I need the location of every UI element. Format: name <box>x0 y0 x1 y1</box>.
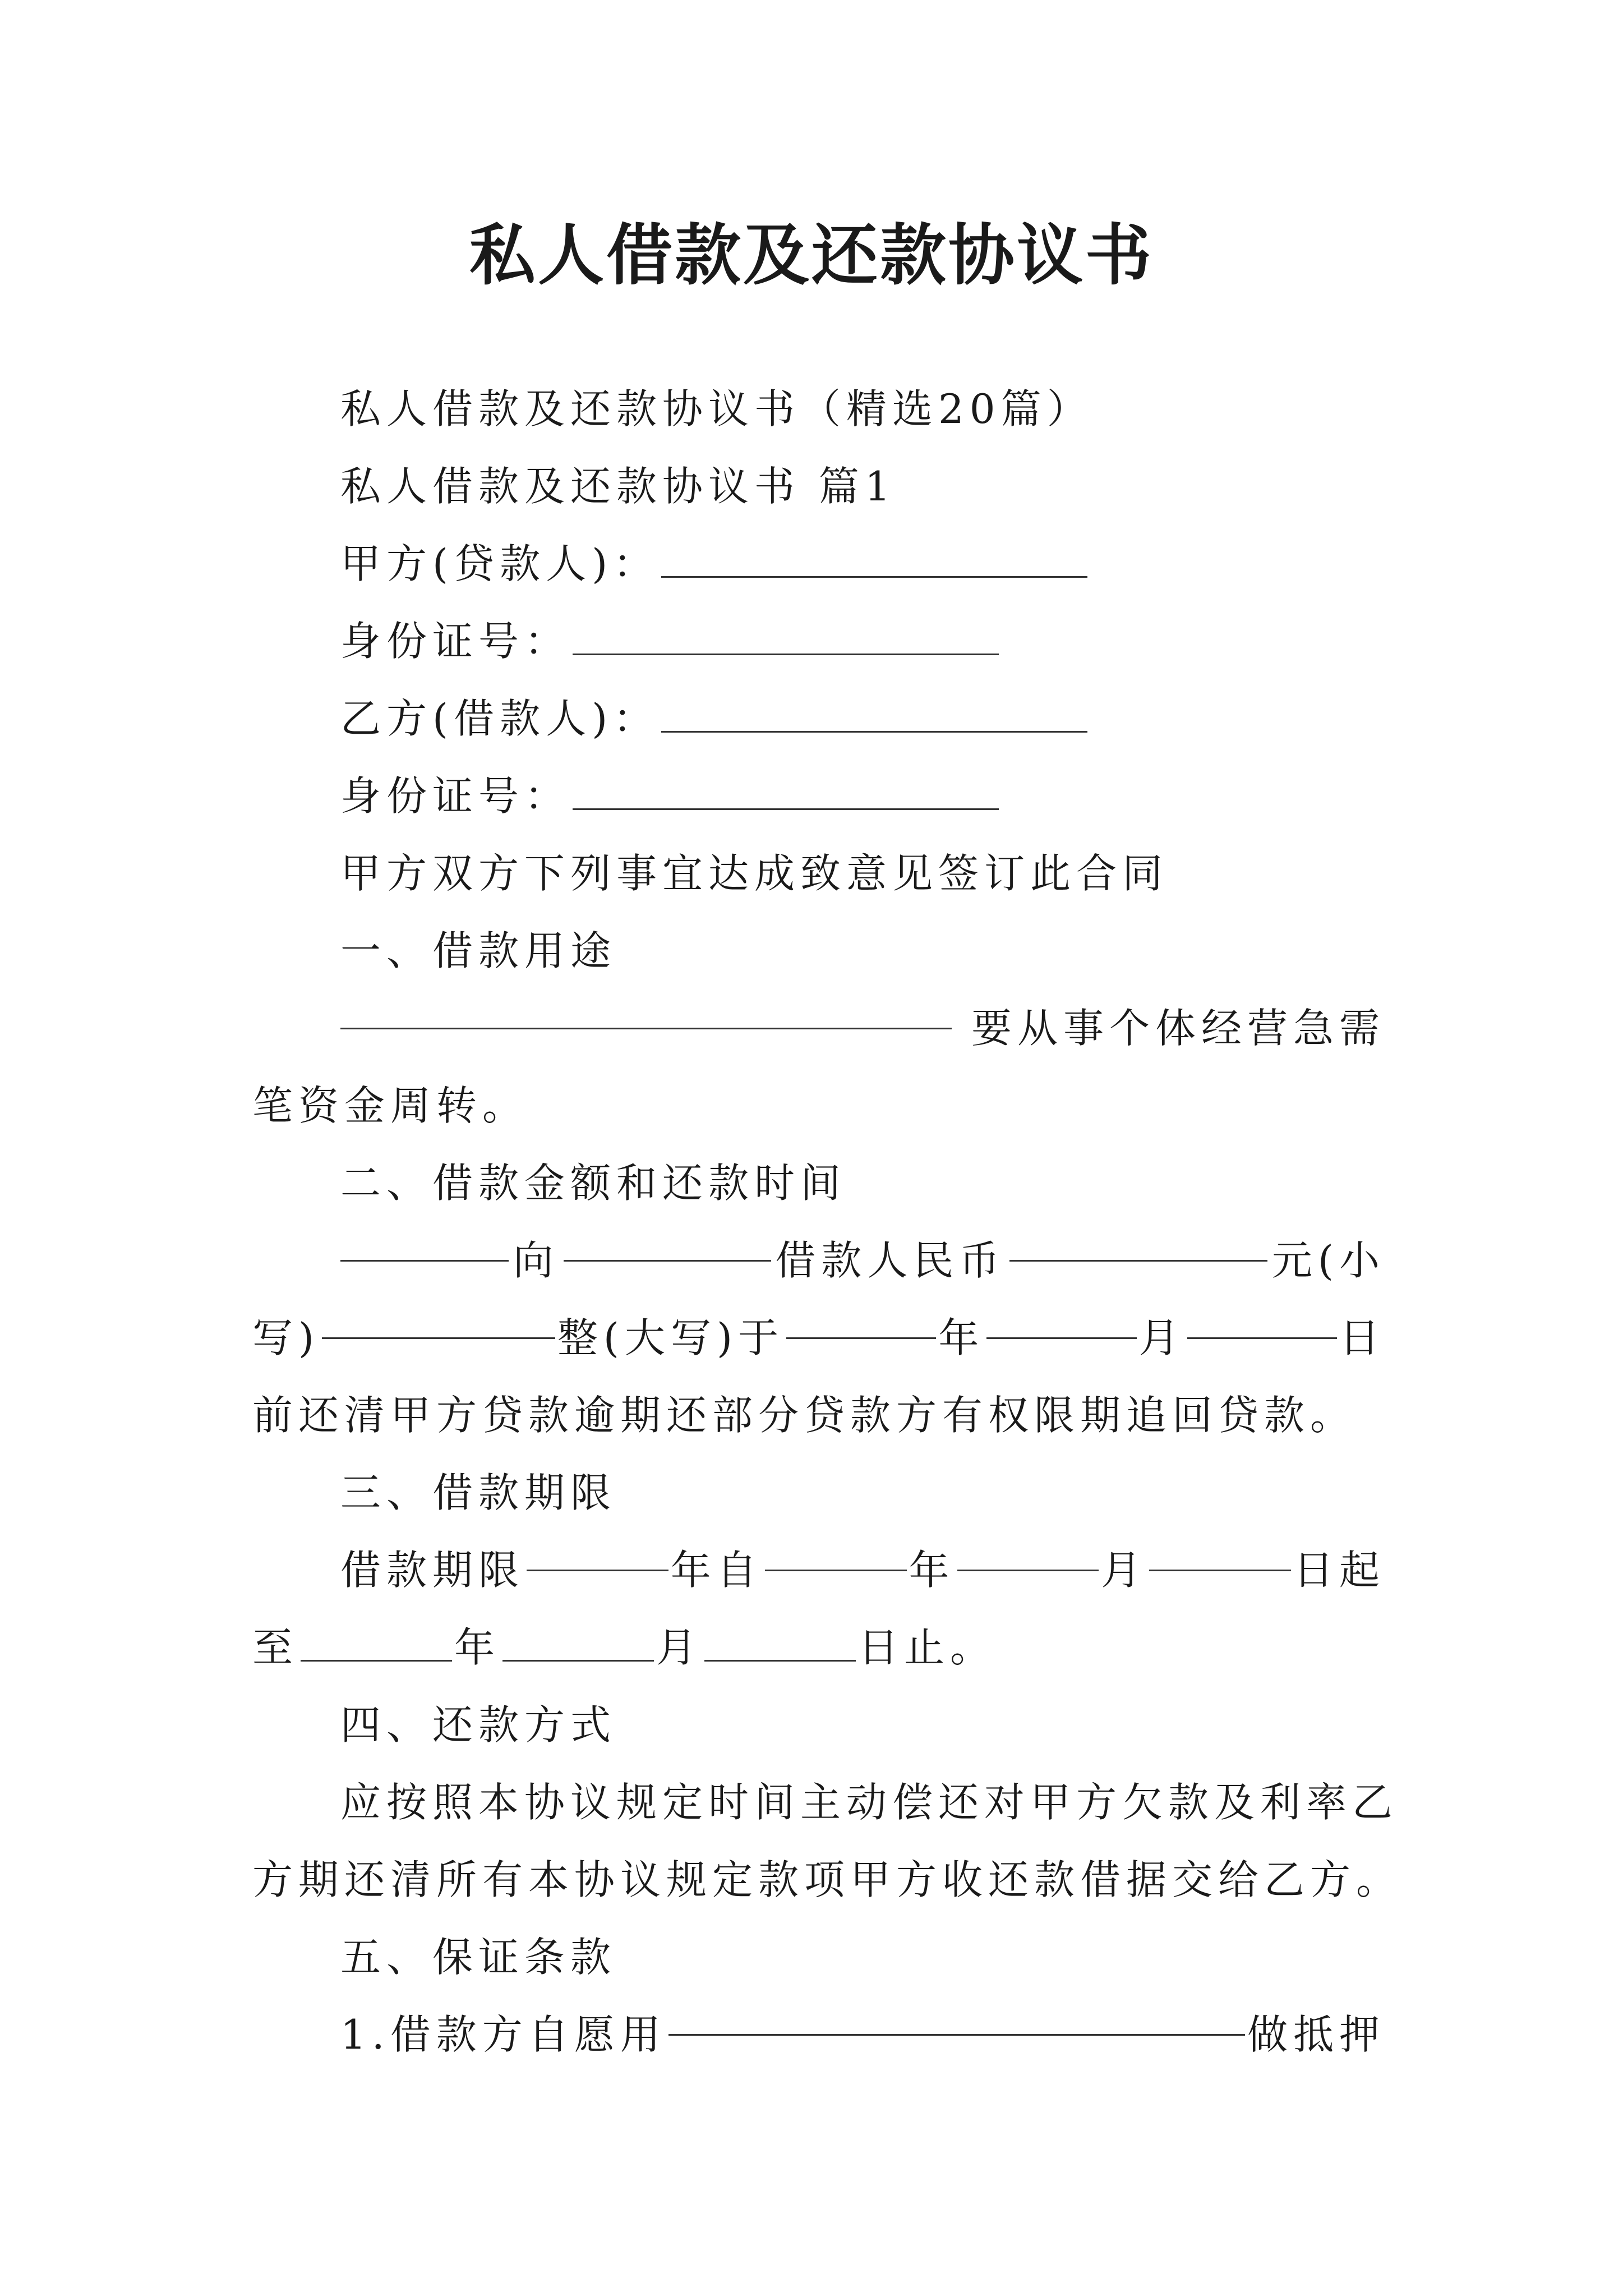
collection-heading: 私人借款及还款协议书（精选20篇） <box>340 385 1093 432</box>
collateral-suffix: 做抵押 <box>1247 2011 1385 2058</box>
amount-figure-blank <box>1009 1222 1267 1262</box>
term-from-label: 年自 <box>670 1547 763 1594</box>
party-b-blank <box>564 1222 771 1262</box>
repay-month-label: 月 <box>1138 1314 1185 1361</box>
start-year-label: 年 <box>909 1547 955 1594</box>
borrower-id-label: 身份证号： <box>340 772 571 820</box>
end-year-blank <box>301 1622 452 1662</box>
lender-id-label: 身份证号： <box>340 618 571 665</box>
amount-word-upper: 整(大写)于 <box>557 1314 785 1361</box>
borrower-blank <box>661 693 1087 733</box>
repay-day-label: 日 <box>1339 1314 1386 1361</box>
term-years-blank <box>527 1531 668 1571</box>
section-3-heading: 三、借款期限 <box>340 1469 617 1516</box>
party-a-blank <box>340 1222 509 1262</box>
repayment-method-text: 应按照本协议规定时间主动偿还对甲方欠款及利率乙 <box>340 1779 1399 1826</box>
amount-word-to: 向 <box>513 1237 559 1284</box>
repay-year-blank <box>786 1299 936 1339</box>
purpose-continuation: 笔资金周转。 <box>252 1082 529 1129</box>
amount-word-yuan: 元(小 <box>1271 1237 1385 1284</box>
lender-line <box>252 525 1385 602</box>
end-year-label: 年 <box>454 1624 501 1671</box>
article-heading: 私人借款及还款协议书 篇1 <box>340 463 896 510</box>
collateral-blank <box>668 1996 1245 2036</box>
start-year-blank <box>765 1531 907 1571</box>
amount-word-rmb: 借款人民币 <box>775 1237 1006 1284</box>
term-line <box>252 1531 1385 1609</box>
section-5-heading: 五、保证条款 <box>340 1934 617 1981</box>
section-1-heading: 一、借款用途 <box>340 927 617 974</box>
repayment-method-continuation: 方期还清所有本协议规定款项甲方收还款借据交给乙方。 <box>252 1856 1403 1903</box>
start-month-blank <box>957 1531 1099 1571</box>
amount-small-close: 写) <box>252 1314 320 1361</box>
lender-label: 甲方(贷款人)： <box>340 540 660 587</box>
borrower-label: 乙方(借款人)： <box>340 695 660 742</box>
amount-line <box>252 1222 1385 1299</box>
collateral-line <box>252 1996 1385 2073</box>
start-month-label: 月 <box>1101 1547 1147 1594</box>
end-day-label: 日止。 <box>858 1624 997 1671</box>
lender-id-line <box>252 602 1385 680</box>
document-body <box>252 370 1403 2073</box>
agreement-intro: 甲方双方下列事宜达成致意见签订此合同 <box>340 850 1169 897</box>
term-to-label: 至 <box>252 1624 299 1671</box>
term-end-line <box>252 1609 1385 1686</box>
term-label: 借款期限 <box>340 1547 525 1594</box>
end-month-label: 月 <box>656 1624 703 1671</box>
end-day-blank <box>704 1622 856 1662</box>
section-4-heading: 四、还款方式 <box>340 1701 617 1749</box>
start-day-blank <box>1149 1531 1291 1571</box>
purpose-text: 要从事个体经营急需 <box>971 1005 1385 1052</box>
repay-continuation: 前还清甲方贷款逾期还部分贷款方有权限期追回贷款。 <box>252 1392 1357 1439</box>
repay-year-label: 年 <box>938 1314 985 1361</box>
end-month-blank <box>502 1622 654 1662</box>
purpose-line <box>252 990 1385 1067</box>
repay-month-blank <box>986 1299 1136 1339</box>
amount-words-line <box>252 1299 1385 1377</box>
amount-words-blank <box>322 1299 555 1339</box>
repay-day-blank <box>1187 1299 1337 1339</box>
start-day-label: 日起 <box>1293 1547 1386 1594</box>
section-2-heading: 二、借款金额和还款时间 <box>340 1159 847 1207</box>
borrower-id-line <box>252 757 1385 835</box>
borrower-line <box>252 680 1385 757</box>
borrower-id-blank <box>573 770 999 810</box>
purpose-blank <box>340 990 952 1029</box>
lender-id-blank <box>573 615 999 655</box>
lender-blank <box>661 538 1087 578</box>
collateral-label: 1.借款方自愿用 <box>340 2011 666 2058</box>
document-title: 私人借款及还款协议书 <box>469 216 1154 294</box>
